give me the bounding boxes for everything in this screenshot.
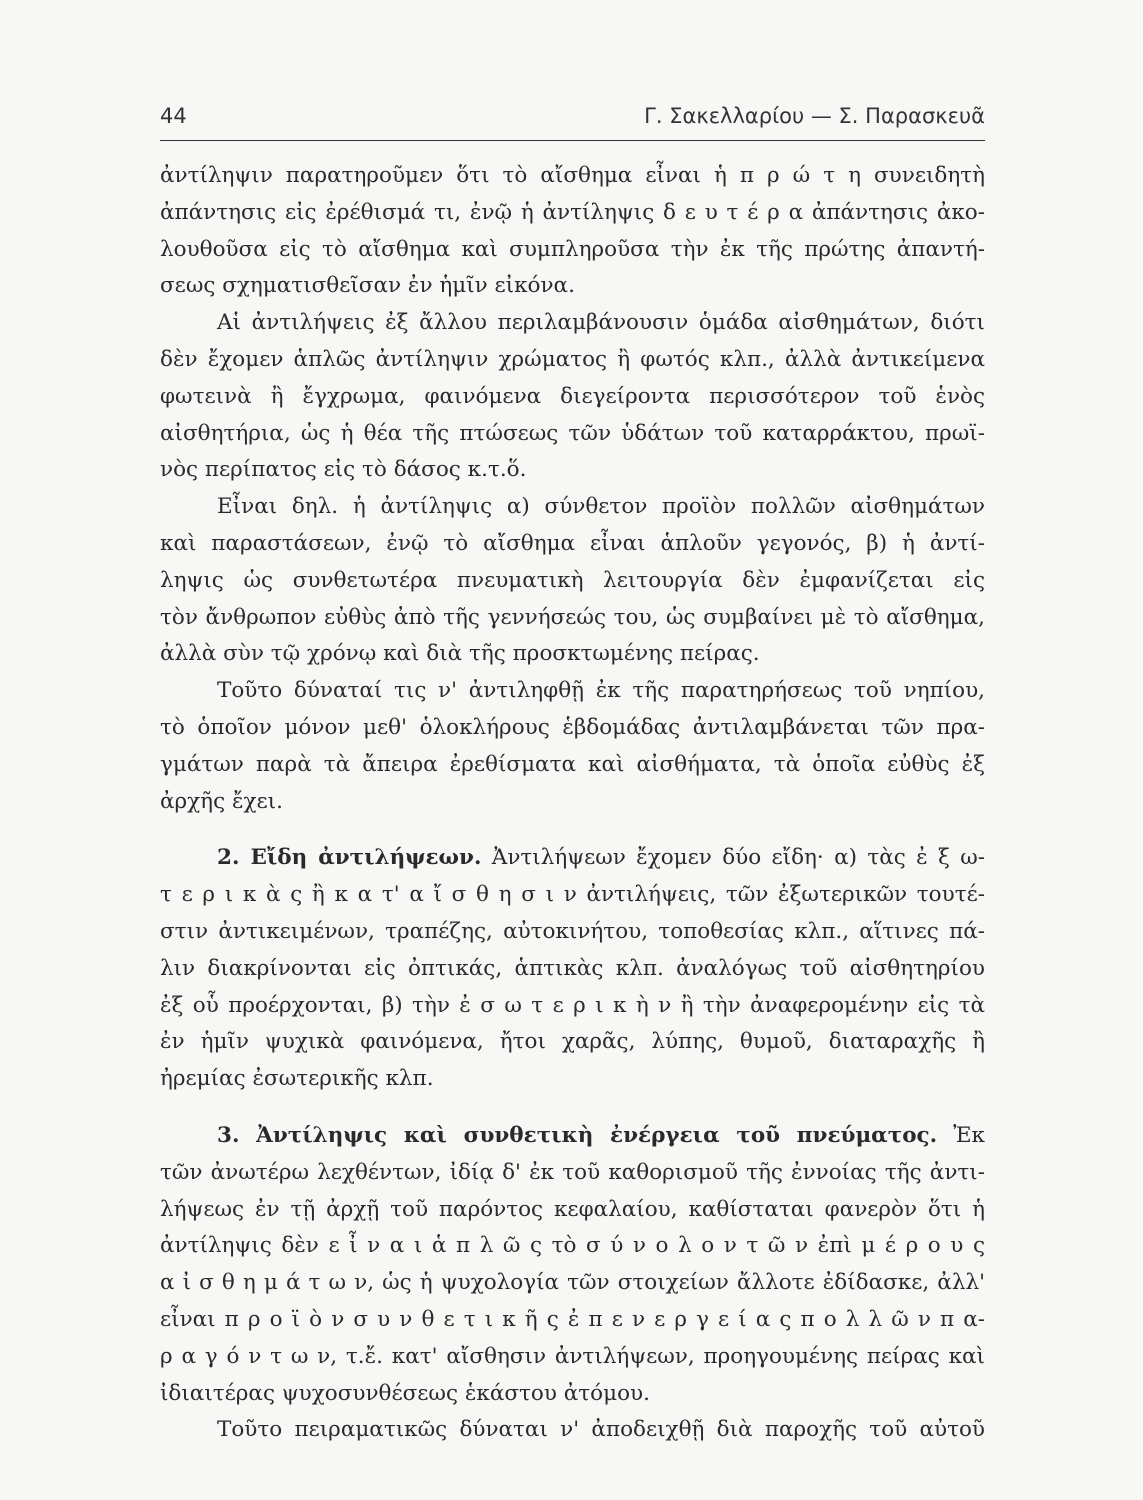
text-line: τὸ ὁποῖον μόνον μεθ' ὁλοκλήρους ἑβδομάδας ἀντιλαμβάνεται τῶν πρα- bbox=[160, 714, 985, 740]
text-line: Αἱ ἀντιλήψεις ἐξ ἄλλου περιλαμβάνουσιν ὁμάδα αἰσθημάτων, διότι bbox=[217, 310, 985, 336]
paragraph-4 bbox=[160, 673, 985, 820]
text-line: ἀπάντησις εἰς ἐρέθισμά τι, ἐνῷ ἡ ἀντίληψις δ ε υ τ έ ρ α ἀπάντησις ἀκο- bbox=[160, 199, 985, 225]
text-line: τῶν ἀνωτέρω λεχθέντων, ἰδίᾳ δ' ἐκ τοῦ καθορισμοῦ τῆς ἐννοίας τῆς ἀντι- bbox=[160, 1159, 985, 1185]
text-line: ἐν ἡμῖν ψυχικὰ φαινόμενα, ἤτοι χαρᾶς, λύπης, θυμοῦ, διαταραχῆς ἢ bbox=[160, 1029, 985, 1055]
text-line: σεως σχηματισθεῖσαν ἐν ἡμῖν εἰκόνα. bbox=[160, 273, 575, 299]
text-line: δὲν ἔχομεν ἁπλῶς ἀντίληψιν χρώματος ἢ φωτός κλπ., ἀλλὰ ἀντικείμενα bbox=[160, 346, 985, 372]
paragraph-3 bbox=[160, 489, 985, 673]
section-heading: 2. Εἴδη ἀντιλήψεων. bbox=[217, 845, 482, 871]
text-line: Τοῦτο δύναταί τις ν' ἀντιληφθῇ ἐκ τῆς παρατηρήσεως τοῦ νηπίου, bbox=[217, 678, 985, 704]
text-line: ἀλλὰ σὺν τῷ χρόνῳ καὶ διὰ τῆς προσκτωμένης πείρας. bbox=[160, 641, 760, 667]
section-3 bbox=[160, 1118, 985, 1412]
text-line: ἐξ οὗ προέρχονται, β) τὴν ἐ σ ω τ ε ρ ι κ ὴ ν ἢ τὴν ἀναφερομένην εἰς τὰ bbox=[160, 992, 985, 1018]
section-gap bbox=[160, 820, 985, 840]
section-first-line bbox=[160, 840, 985, 877]
paragraph-1 bbox=[160, 158, 985, 305]
text-line: φωτεινὰ ἢ ἔγχρωμα, φαινόμενα διεγείροντα περισσότερον τοῦ ἑνὸς bbox=[160, 383, 985, 409]
text-line: λουθοῦσα εἰς τὸ αἴσθημα καὶ συμπληροῦσα τὴν ἐκ τῆς πρώτης ἀπαντή- bbox=[160, 236, 985, 262]
text-line: γμάτων παρὰ τὰ ἄπειρα ἐρεθίσματα καὶ αἰσθήματα, τὰ ὁποῖα εὐθὺς ἐξ bbox=[160, 751, 985, 777]
paragraph-2 bbox=[160, 305, 985, 489]
text-line: εἶναι π ρ ο ϊ ὸ ν σ υ ν θ ε τ ι κ ῆ ς ἐ π ε ν ε ρ γ ε ί α ς π ο λ λ ῶ ν π α- bbox=[160, 1306, 985, 1332]
text-line: νὸς περίπατος εἰς τὸ δάσος κ.τ.ὅ. bbox=[160, 457, 527, 483]
header-rule bbox=[160, 140, 985, 141]
text-line: τ ε ρ ι κ ὰ ς ἢ κ α τ' α ἴ σ θ η σ ι ν ἀντιλήψεις, τῶν ἐξωτερικῶν τουτέ- bbox=[160, 882, 985, 908]
section-gap bbox=[160, 1098, 985, 1118]
section-first-line bbox=[160, 1118, 985, 1155]
text-line: ἀρχῆς ἔχει. bbox=[160, 788, 283, 814]
text-line: Τοῦτο πειραματικῶς δύναται ν' ἀποδειχθῇ διὰ παροχῆς τοῦ αὐτοῦ bbox=[217, 1417, 985, 1443]
section-heading: 3. Ἀντίληψις καὶ συνθετικὴ ἐνέργεια τοῦ πνεύματος. bbox=[217, 1122, 938, 1148]
text-run: Ἐκ bbox=[953, 1122, 985, 1148]
text-line: ληψις ὡς συνθετωτέρα πνευματικὴ λειτουργία δὲν ἐμφανίζεται εἰς bbox=[160, 567, 985, 593]
text-line: λήψεως ἐν τῇ ἀρχῇ τοῦ παρόντος κεφαλαίου, καθίσταται φανερὸν ὅτι ἡ bbox=[160, 1196, 985, 1222]
text-line: ἀντίληψις δὲν ε ἶ ν α ι ἁ π λ ῶ ς τὸ σ ύ ν ο λ ο ν τ ῶ ν ἐπὶ μ έ ρ ο υ ς bbox=[160, 1233, 985, 1259]
page-number: 44 bbox=[160, 104, 187, 128]
text-line: ἰδιαιτέρας ψυχοσυνθέσεως ἑκάστου ἀτόμου. bbox=[160, 1380, 650, 1406]
running-head: Γ. Σακελλαρίου — Σ. Παρασκευᾶ bbox=[644, 104, 985, 128]
section-2 bbox=[160, 840, 985, 1098]
page-header bbox=[160, 104, 985, 128]
text-line: τὸν ἄνθρωπον εὐθὺς ἀπὸ τῆς γεννήσεώς του, ὡς συμβαίνει μὲ τὸ αἴσθημα, bbox=[160, 604, 985, 630]
text-line: λιν διακρίνονται εἰς ὀπτικάς, ἁπτικὰς κλπ. ἀναλόγως τοῦ αἰσθητηρίου bbox=[160, 955, 985, 981]
text-line: α ἰ σ θ η μ ά τ ω ν, ὡς ἡ ψυχολογία τῶν στοιχείων ἄλλοτε ἐδίδασκε, ἀλλ' bbox=[160, 1270, 985, 1296]
text-line: ἀντίληψιν παρατηροῦμεν ὅτι τὸ αἴσθημα εἶναι ἡ π ρ ώ τ η συνειδητὴ bbox=[160, 163, 985, 188]
paragraph-final bbox=[160, 1412, 985, 1449]
text-line: ἠρεμίας ἐσωτερικῆς κλπ. bbox=[160, 1066, 434, 1092]
text-line: καὶ παραστάσεων, ἐνῷ τὸ αἴσθημα εἶναι ἁπλοῦν γεγονός, β) ἡ ἀντί- bbox=[160, 530, 985, 556]
text-run: Ἀντιλήψεων ἔχομεν δύο εἴδη· α) τὰς ἐ ξ ω- bbox=[491, 845, 986, 871]
text-line: Εἶναι δηλ. ἡ ἀντίληψις α) σύνθετον προϊὸν πολλῶν αἰσθημάτων bbox=[217, 494, 985, 520]
text-line: αἰσθητήρια, ὡς ἡ θέα τῆς πτώσεως τῶν ὑδάτων τοῦ καταρράκτου, πρωϊ- bbox=[160, 420, 985, 446]
text-line: ρ α γ ό ν τ ω ν, τ.ἔ. κατ' αἴσθησιν ἀντιλήψεων, προηγουμένης πείρας καὶ bbox=[160, 1343, 985, 1369]
page-body bbox=[160, 158, 985, 1449]
text-line: στιν ἀντικειμένων, τραπέζης, αὐτοκινήτου, τοποθεσίας κλπ., αἵτινες πά- bbox=[160, 918, 985, 944]
